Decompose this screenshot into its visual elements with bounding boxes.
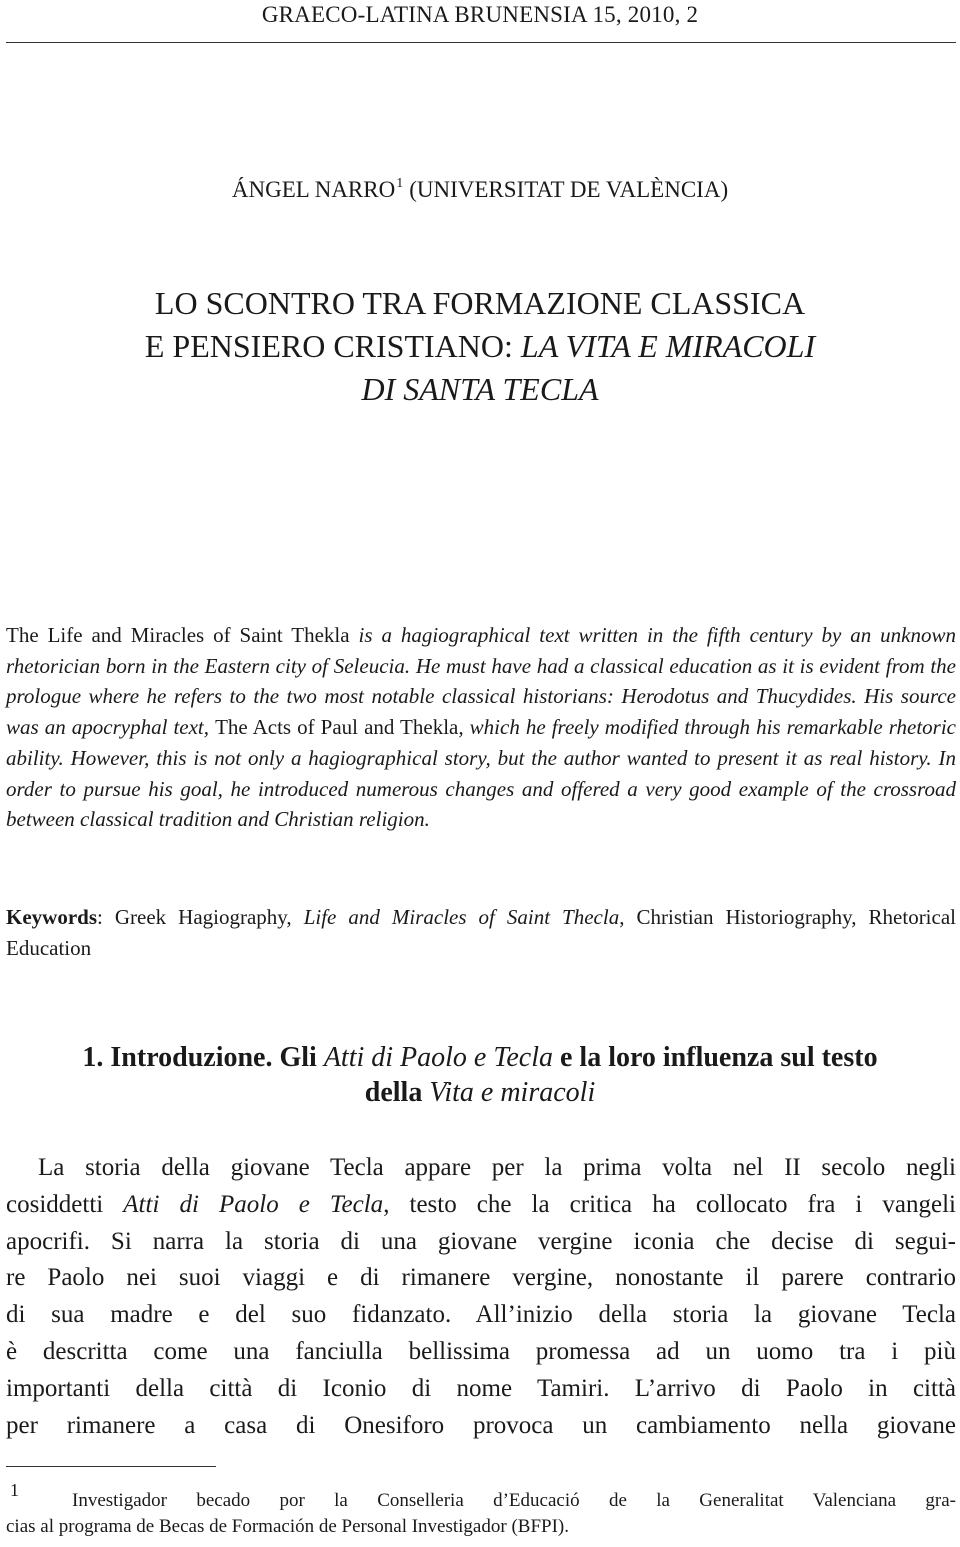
- abstract-source-title: The Acts of Paul and Thekla: [215, 715, 459, 740]
- footnote-number: 1: [10, 1480, 19, 1500]
- author-affiliation: (UNIVERSITAT DE VALÈNCIA): [409, 177, 729, 202]
- article-title: [0, 282, 960, 411]
- body-line: re Paolo nei suoi viaggi e di rimanere vergine, nonostante il parere contrario: [6, 1264, 956, 1292]
- body-line: cosiddetti Atti di Paolo e Tecla, testo che la critica ha collocato fra i vangeli: [6, 1190, 956, 1218]
- keywords: Keywords: Greek Hagiography, Life and Miracles of Saint Thecla, Christian Historiography, Rhetorical Education: [6, 905, 956, 960]
- footnote-line-1: Investigador becado por la Conselleria d’Educació de la Generalitat Valenciana gra-: [72, 1490, 956, 1511]
- footnote-mark[interactable]: 1: [396, 176, 404, 191]
- keywords-label: Keywords: [6, 905, 97, 929]
- footnote-line-2: cias al programa de Becas de Formación de Personal Investigador (BFPI).: [6, 1516, 569, 1537]
- body-line: è descritta come una fanciulla bellissima promessa ad un uomo tra i più: [6, 1337, 956, 1365]
- abstract-work-title: The Life and Miracles of Saint Thekla: [6, 623, 350, 647]
- footnote-text: [6, 1488, 956, 1540]
- body-line: La storia della giovane Tecla appare per la prima volta nel II secolo negli: [38, 1154, 956, 1181]
- author-name: ÁNGEL NARRO: [231, 177, 396, 202]
- body-paragraph: [6, 1150, 956, 1444]
- running-header: GRAECO-LATINA BRUNENSIA 15, 2010, 2: [261, 2, 699, 27]
- author-line: [0, 176, 960, 203]
- section-heading-line-2: della Vita e miracoli: [364, 1077, 596, 1108]
- footnote-rule: [6, 1466, 216, 1467]
- abstract: The Life and Miracles of Saint Thekla is a hagiographical text written in the fifth century by an unknown rhetorician born in the Eastern city of Seleucia. He must have had a classical education as it is evident from the prologue where he refers to the two most notable classical historians: Herodotus and Thucydides. His source was an apocryphal text, The Acts of Paul and Thekla, which he freely modified through his remarkable rhetoric ability. However, this is not only a hagiographical story, but the author wanted to present it as real history. In order to pursue his goal, he introduced numerous changes and offered a very good example of the crossroad between classical tradition and Christian religion.: [6, 623, 956, 832]
- section-heading: [0, 1040, 960, 1110]
- section-heading-line-1: 1. Introduzione. Gli Atti di Paolo e Tecla e la loro influenza sul testo: [82, 1042, 878, 1073]
- body-line: importanti della città di Iconio di nome Tamiri. L’arrivo di Paolo in città: [6, 1374, 956, 1402]
- title-line-3: DI SANTA TECLA: [361, 371, 599, 407]
- header-rule: [6, 42, 956, 43]
- title-line-2: E PENSIERO CRISTIANO: LA VITA E MIRACOLI: [144, 328, 816, 364]
- title-line-1: LO SCONTRO TRA FORMAZIONE CLASSICA: [154, 285, 806, 321]
- body-line: di sua madre e del suo fidanzato. All’inizio della storia la giovane Tecla: [6, 1301, 956, 1329]
- body-line: apocrifi. Si narra la storia di una giovane vergine iconia che decise di segui-: [6, 1227, 956, 1255]
- body-line: per rimanere a casa di Onesiforo provoca un cambiamento nella giovane: [6, 1411, 956, 1439]
